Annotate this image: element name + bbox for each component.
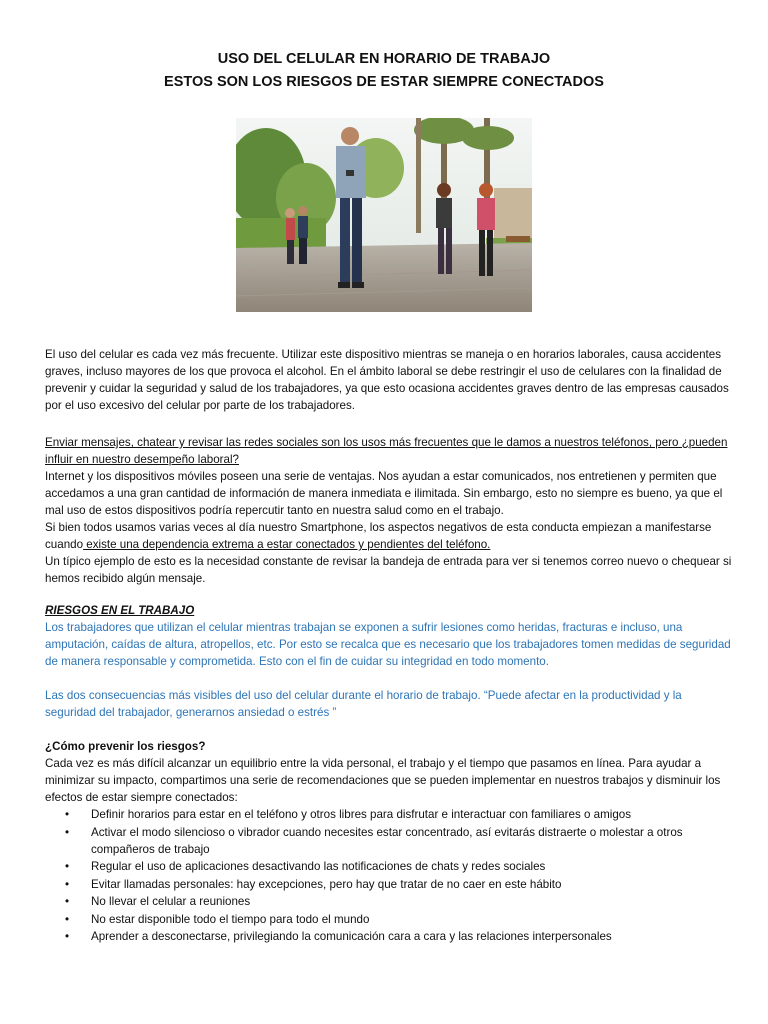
usage-paragraph bbox=[45, 434, 735, 587]
risks-section bbox=[45, 602, 735, 670]
bullet-icon: • bbox=[65, 930, 70, 943]
document-title-line1: USO DEL CELULAR EN HORARIO DE TRABAJO bbox=[217, 51, 551, 67]
recommendations-list bbox=[45, 806, 735, 946]
list-item: • Activar el modo silencioso o vibrador cuando necesites estar concentrado, así evitarás distraerte o molestar a otros compañeros de trabajo bbox=[65, 825, 683, 856]
list-item: • Definir horarios para estar en el teléfono y otros libres para disfrutar e interactuar con familiares o amigos bbox=[65, 808, 632, 821]
intro-paragraph: El uso del celular es cada vez más frecuente. Utilizar este dispositivo mientras se maneja o en horarios laborales, causa accidentes graves, incluso mayores de los que provoca el alcohol. En el ámbito laboral se debe restringir el uso de celulares con la finalidad de prevenir y cuidar la seguridad y salud de los trabajadores, ya que esto ocasiona accidentes graves dentro de las empresas causados por el uso excesivo del celular por parte de los trabajadores. bbox=[45, 348, 729, 412]
bullet-icon: • bbox=[65, 860, 70, 873]
bullet-icon: • bbox=[65, 825, 70, 839]
list-item: • Aprender a desconectarse, privilegiando la comunicación cara a cara y las relaciones interpersonales bbox=[65, 930, 612, 943]
consequences-paragraph: Las dos consecuencias más visibles del uso del celular durante el horario de trabajo. “Puede afectar en la productividad y la seguridad del trabajador, generarnos ansiedad o estrés ” bbox=[45, 689, 682, 719]
list-item: • No llevar el celular a reuniones bbox=[65, 895, 251, 908]
bullet-icon: • bbox=[65, 808, 70, 821]
example-text: Un típico ejemplo de esto es la necesidad constante de revisar la bandeja de entrada para ver si tenemos correo nuevo o chequear si hemos recibido algún mensaje. bbox=[45, 555, 732, 585]
bullet-icon: • bbox=[65, 895, 70, 908]
document-title-line2: ESTOS SON LOS RIESGOS DE ESTAR SIEMPRE CONECTADOS bbox=[164, 74, 604, 90]
usage-text: Internet y los dispositivos móviles poseen una serie de ventajas. Nos ayudan a estar comunicados, nos entretienen y permiten que accedamos a una gran cantidad de información de manera inmediata e ilimitada. Sin embargo, esto no siempre es bueno, ya que el mal uso de estos dispositivos podría repercutir tanto en nuestra salud como en el trabajo. bbox=[45, 470, 723, 517]
risks-heading: RIESGOS EN EL TRABAJO bbox=[45, 604, 195, 617]
prevent-section bbox=[45, 738, 735, 806]
students-walking-photo bbox=[236, 118, 532, 312]
prevent-heading: ¿Cómo prevenir los riesgos? bbox=[45, 740, 206, 753]
list-item: • No estar disponible todo el tiempo para todo el mundo bbox=[65, 912, 370, 926]
risks-text: Los trabajadores que utilizan el celular mientras trabajan se exponen a sufrir lesiones como heridas, fracturas e incluso, una amputación, caídas de altura, atropellos, etc. Por esto se recalca que es necesario que los trabajadores tomen medidas de seguridad de manera responsable y comprometida. Esto con el fin de cuidar su integridad en todo momento. bbox=[45, 621, 731, 668]
bullet-icon: • bbox=[65, 877, 70, 891]
list-item: • Regular el uso de aplicaciones desactivando las notificaciones de chats y redes sociales bbox=[65, 860, 546, 873]
usage-question: Enviar mensajes, chatear y revisar las redes sociales son los usos más frecuentes que le damos a nuestros teléfonos, pero ¿pueden influir en nuestro desempeño laboral? bbox=[45, 436, 728, 466]
dependency-underlined: existe una dependencia extrema a estar conectados y pendientes del teléfono. bbox=[83, 538, 491, 551]
bullet-icon: • bbox=[65, 912, 70, 926]
list-item: • Evitar llamadas personales: hay excepciones, pero hay que tratar de no caer en este hábito bbox=[65, 877, 562, 891]
prevent-text: Cada vez es más difícil alcanzar un equilibrio entre la vida personal, el trabajo y el tiempo que pasamos en línea. Para ayudar a minimizar su impacto, compartimos una serie de recomendaciones que se pueden implementar en nuestros trabajos y disminuir los efectos de estar siempre conectados: bbox=[45, 757, 721, 804]
dependency-text: Si bien todos usamos varias veces al día nuestro Smartphone, los aspectos negativos de esta conducta empiezan a manifestarse cuando bbox=[45, 521, 712, 551]
